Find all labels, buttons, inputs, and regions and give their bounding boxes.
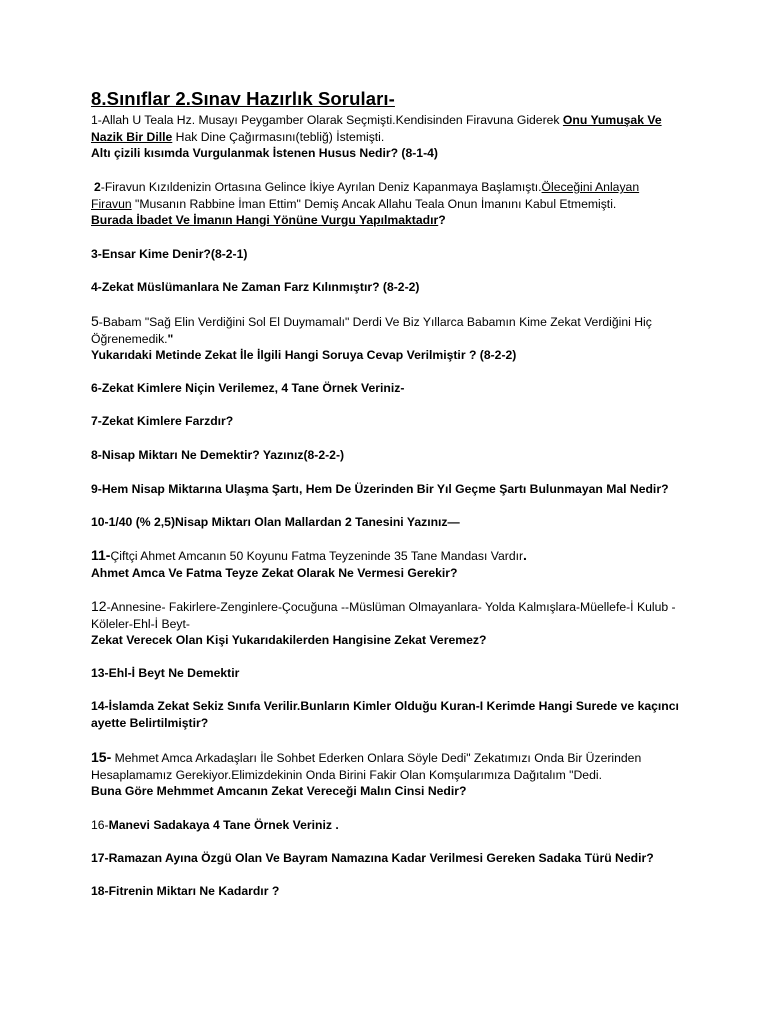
question-1-body-cont: Hak Dine Çağırmasını(tebliğ) İstemişti. <box>172 129 385 144</box>
question-6: 6-Zekat Kimlere Niçin Verilemez, 4 Tane Örnek Veriniz- <box>91 381 405 395</box>
question-2-text <box>91 179 691 196</box>
question-5-prompt: Yukarıdaki Metinde Zekat İle İlgili Hangi Soruya Cevap Verilmiştir ? (8-2-2) <box>91 348 517 362</box>
question-1-prompt: Altı çizili kısımda Vurgulanmak İstenen Husus Nedir? (8-1-4) <box>91 146 438 160</box>
page-title: 8.Sınıflar 2.Sınav Hazırlık Soruları- <box>91 88 395 109</box>
question-12-number: 12 <box>91 598 107 614</box>
question-5 <box>91 313 691 364</box>
question-11-prompt: Ahmet Amca Ve Fatma Teyze Zekat Olarak Ne Vermesi Gerekir? <box>91 565 458 580</box>
question-11-text <box>91 547 691 565</box>
question-5-number: 5 <box>91 313 99 329</box>
question-12-prompt: Zekat Verecek Olan Kişi Yukarıdakilerden Hangisine Zekat Veremez? <box>91 633 487 647</box>
question-3: 3-Ensar Kime Denir?(8-2-1) <box>91 247 248 261</box>
question-14-line-1: 14-İslamda Zekat Sekiz Sınıfa Verilir.Bunların Kimler Olduğu Kuran-I Kerimde Hangi Surede ve kaçıncı <box>91 699 679 713</box>
question-1-text <box>91 112 691 129</box>
question-12 <box>91 598 691 649</box>
question-2-text-cont <box>91 196 691 213</box>
question-2-body: -Firavun Kızıldenizin Ortasına Gelince İkiye Ayrılan Deniz Kapanmaya Başlamıştı. <box>100 180 542 194</box>
question-1-body: 1-Allah U Teala Hz. Musayı Peygamber Olarak Seçmişti.Kendisinden Firavuna Giderek <box>91 113 563 127</box>
question-1-underlined: Onu Yumuşak Ve <box>562 113 662 127</box>
question-12-text <box>91 598 691 616</box>
question-2-body-cont: "Musanın Rabbine İman Ettim" Demiş Ancak Allahu Teala Onun İmanını Kabul Etmemişti. <box>131 196 617 211</box>
question-12-text-cont: Köleler-Ehl-İ Beyt- <box>91 616 190 631</box>
question-15-text <box>91 749 691 767</box>
question-5-body-end: " <box>167 331 174 346</box>
question-5-text-cont <box>91 331 691 348</box>
question-12-body: -Annesine- Fakirlere-Zenginlere-Çocuğuna --Müslüman Olmayanlara- Yolda Kalmışlara-Müellefe-İ Kulub - <box>106 600 676 614</box>
question-2-prompt <box>91 212 691 229</box>
question-5-text <box>91 313 691 331</box>
question-4: 4-Zekat Müslümanlara Ne Zaman Farz Kılınmıştır? (8-2-2) <box>91 280 420 294</box>
question-11 <box>91 547 691 581</box>
question-17: 17-Ramazan Ayına Özgü Olan Ve Bayram Namazına Kadar Verilmesi Gereken Sadaka Türü Nedir? <box>91 851 654 865</box>
question-11-number: 11- <box>91 547 111 563</box>
question-15-number: 15- <box>91 749 112 765</box>
question-18: 18-Fitrenin Miktarı Ne Kadardır ? <box>91 884 280 898</box>
question-15 <box>91 749 691 800</box>
question-16 <box>91 817 691 834</box>
question-15-prompt: Buna Göre Mehmmet Amcanın Zekat Vereceği Malın Cinsi Nedir? <box>91 784 467 798</box>
question-16-text: Manevi Sadakaya 4 Tane Örnek Veriniz . <box>108 818 339 832</box>
question-2-underlined: Öleceğini Anlayan <box>541 180 640 194</box>
question-8: 8-Nisap Miktarı Ne Demektir? Yazınız(8-2-2-) <box>91 448 345 462</box>
question-14 <box>91 698 691 731</box>
question-7: 7-Zekat Kimlere Farzdır? <box>91 414 234 428</box>
question-1-underlined-cont: Nazik Bir Dille <box>91 129 173 144</box>
question-11-body: Çiftçi Ahmet Amcanın 50 Koyunu Fatma Teyzeninde 35 Tane Mandası Vardır <box>110 549 524 563</box>
question-2-underlined-cont: Firavun <box>91 196 132 211</box>
question-10: 10-1/40 (% 2,5)Nisap Miktarı Olan Mallardan 2 Tanesini Yazınız— <box>91 515 460 529</box>
question-2-number: 2 <box>94 180 101 194</box>
question-15-body: Mehmet Amca Arkadaşları İle Sohbet Ederken Onlara Söyle Dedi" Zekatımızı Onda Bir Üzerinden <box>111 751 642 765</box>
question-11-dot: . <box>523 547 527 563</box>
question-5-body-cont: Öğrenemedik. <box>91 331 168 346</box>
question-14-line-2: ayette Belirtilmiştir? <box>91 715 209 730</box>
question-13: 13-Ehl-İ Beyt Ne Demektir <box>91 666 240 680</box>
question-1-text-cont <box>91 129 691 146</box>
question-2-prompt-underlined: Burada İbadet Ve İmanın Hangi Yönüne Vurgu Yapılmaktadır <box>91 213 439 227</box>
question-2-prompt-end: ? <box>438 213 446 227</box>
question-9: 9-Hem Nisap Miktarına Ulaşma Şartı, Hem De Üzerinden Bir Yıl Geçme Şartı Bulunmayan Mal Nedir? <box>91 482 669 496</box>
question-2 <box>91 179 691 229</box>
question-1 <box>91 112 691 162</box>
question-15-text-cont: Hesaplamamız Gerekiyor.Elimizdekinin Onda Birini Fakir Olan Komşularımıza Dağıtalım "Dedi. <box>91 767 602 782</box>
question-16-number: 16- <box>91 818 109 832</box>
question-5-body: -Babam "Sağ Elin Verdiğini Sol El Duymamalı" Derdi Ve Biz Yıllarca Babamın Kime Zekat Verdiğini Hiç <box>98 315 652 329</box>
